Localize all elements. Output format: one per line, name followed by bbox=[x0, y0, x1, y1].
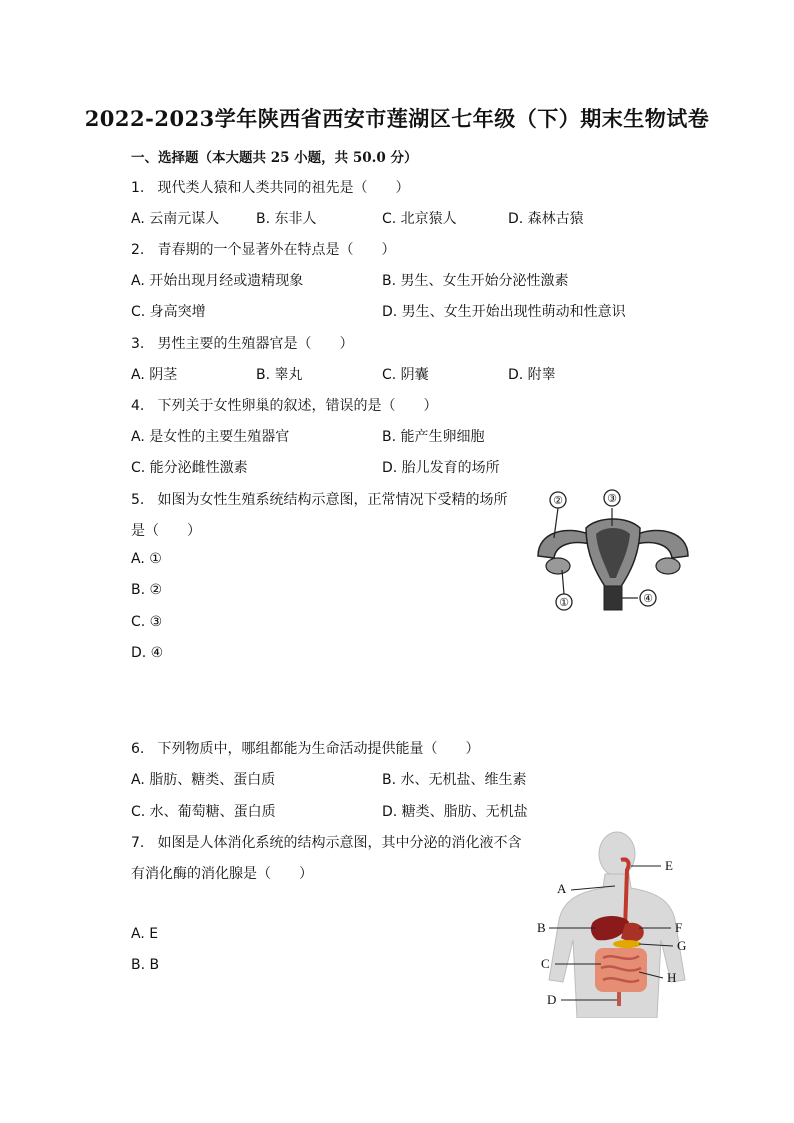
q4-option-b: B. 能产生卵细胞 bbox=[382, 429, 485, 445]
question-2: 2. 青春期的一个显著外在特点是（ ） bbox=[131, 242, 396, 258]
q7-option-a: A. E bbox=[131, 926, 159, 942]
q5-option-a: A. ① bbox=[131, 551, 162, 567]
question-6-stem: 下列物质中，哪组都能为生命活动提供能量（ ） bbox=[157, 741, 480, 757]
q3-option-c: C. 阴囊 bbox=[382, 367, 429, 383]
q6-option-a: A. 脂肪、糖类、蛋白质 bbox=[131, 772, 276, 788]
label-h: H bbox=[667, 970, 677, 985]
section-heading: 一、选择题（本大题共 25 小题，共 50.0 分） bbox=[131, 150, 418, 166]
q6-option-c: C. 水、葡萄糖、蛋白质 bbox=[131, 804, 276, 820]
question-5: 5. 如图为女性生殖系统结构示意图，正常情况下受精的场所 bbox=[131, 492, 508, 508]
q1-option-d: D. 森林古猿 bbox=[508, 211, 584, 227]
label-a: A bbox=[557, 881, 567, 896]
question-1: 1. 现代类人猿和人类共同的祖先是（ ） bbox=[131, 180, 410, 196]
q1-option-a: A. 云南元谋人 bbox=[131, 211, 220, 227]
q6-option-b: B. 水、无机盐、维生素 bbox=[382, 772, 527, 788]
label-e: E bbox=[665, 858, 673, 873]
q2-option-a: A. 开始出现月经或遗精现象 bbox=[131, 273, 304, 289]
pancreas-shape bbox=[613, 940, 641, 948]
q2-option-d: D. 男生、女生开始出现性萌动和性意识 bbox=[382, 304, 626, 320]
female-reproductive-diagram bbox=[528, 486, 698, 614]
question-5-stem: 如图为女性生殖系统结构示意图，正常情况下受精的场所 bbox=[157, 492, 508, 508]
label-3: ③ bbox=[607, 493, 617, 505]
question-6: 6. 下列物质中，哪组都能为生命活动提供能量（ ） bbox=[131, 741, 480, 757]
question-7: 7. 如图是人体消化系统的结构示意图，其中分泌的消化液不含 bbox=[131, 835, 522, 851]
q2-option-b: B. 男生、女生开始分泌性激素 bbox=[382, 273, 569, 289]
q3-option-d: D. 附睾 bbox=[508, 367, 556, 383]
question-3-stem: 男性主要的生殖器官是（ ） bbox=[157, 336, 354, 352]
question-1-stem: 现代类人猿和人类共同的祖先是（ ） bbox=[157, 180, 410, 196]
q5-option-b: B. ② bbox=[131, 582, 163, 598]
q1-option-b: B. 东非人 bbox=[256, 211, 317, 227]
label-d: D bbox=[547, 992, 557, 1007]
q5-option-c: C. ③ bbox=[131, 614, 163, 630]
ovary-right bbox=[656, 558, 680, 574]
q7-option-b: B. B bbox=[131, 957, 160, 973]
question-3: 3. 男性主要的生殖器官是（ ） bbox=[131, 336, 354, 352]
q6-option-d: D. 糖类、脂肪、无机盐 bbox=[382, 804, 528, 820]
question-5-stem-cont: 是（ ） bbox=[131, 523, 201, 539]
q4-option-d: D. 胎儿发育的场所 bbox=[382, 460, 500, 476]
q5-option-d: D. ④ bbox=[131, 645, 164, 661]
label-f: F bbox=[675, 920, 683, 935]
label-c: C bbox=[541, 956, 550, 971]
digestive-system-diagram bbox=[535, 830, 695, 1018]
label-1: ① bbox=[559, 597, 569, 609]
label-2: ② bbox=[553, 495, 563, 507]
q3-option-a: A. 阴茎 bbox=[131, 367, 178, 383]
q4-option-a: A. 是女性的主要生殖器官 bbox=[131, 429, 290, 445]
question-7-stem-cont: 有消化酶的消化腺是（ ） bbox=[131, 866, 313, 882]
ovary-left bbox=[546, 558, 570, 574]
question-7-stem: 如图是人体消化系统的结构示意图，其中分泌的消化液不含 bbox=[157, 835, 522, 851]
label-b: B bbox=[537, 920, 546, 935]
page-title: 2022-2023学年陕西省西安市莲湖区七年级（下）期末生物试卷 bbox=[84, 106, 710, 131]
question-4: 4. 下列关于女性卵巢的叙述，错误的是（ ） bbox=[131, 398, 438, 414]
question-4-stem: 下列关于女性卵巢的叙述，错误的是（ ） bbox=[157, 398, 438, 414]
q1-option-c: C. 北京猿人 bbox=[382, 211, 457, 227]
q2-option-c: C. 身高突增 bbox=[131, 304, 206, 320]
q3-option-b: B. 睾丸 bbox=[256, 367, 303, 383]
q4-option-c: C. 能分泌雌性激素 bbox=[131, 460, 248, 476]
label-g: G bbox=[677, 938, 687, 953]
label-4: ④ bbox=[643, 593, 653, 605]
question-2-stem: 青春期的一个显著外在特点是（ ） bbox=[157, 242, 396, 258]
